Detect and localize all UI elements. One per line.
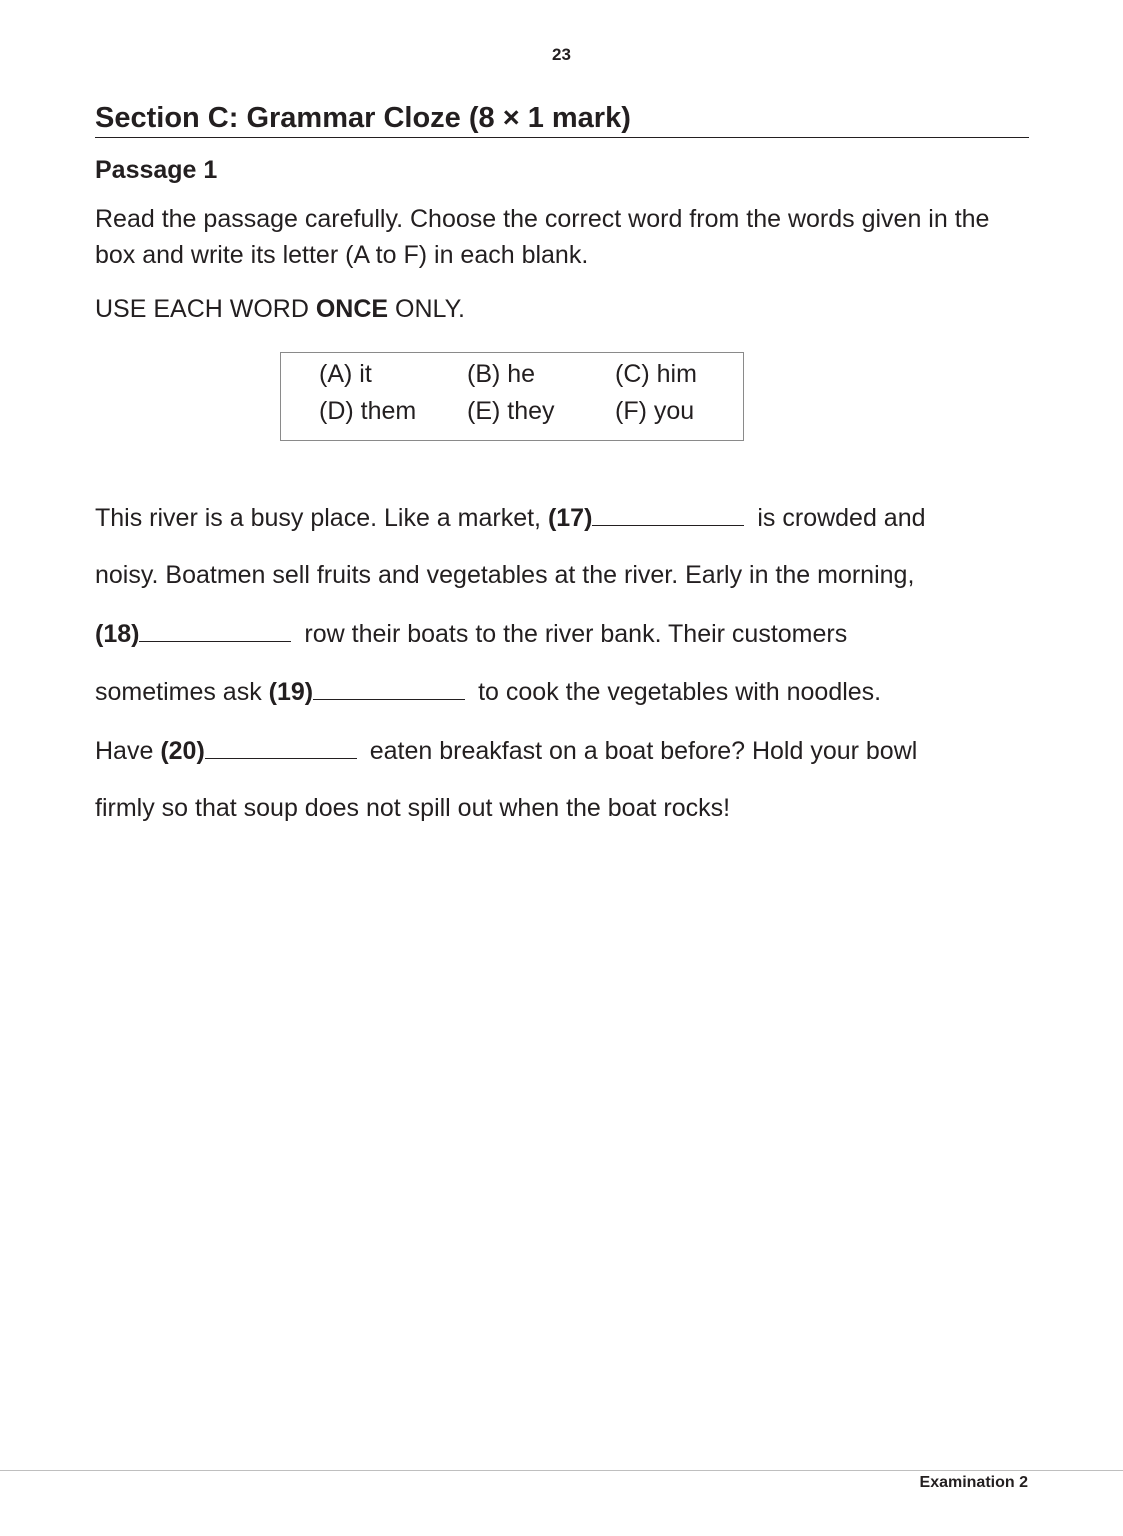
instructions: Read the passage carefully. Choose the correct word from the words given in the box and write its letter (A to F) in each blank.: [95, 205, 990, 269]
word-option-b: (B) he: [467, 360, 536, 388]
question-number-19: (19): [268, 678, 314, 706]
word-option-d: (D) them: [319, 397, 417, 425]
passage-line-4: [95, 677, 881, 707]
word-option-f: (F) you: [615, 397, 695, 425]
answer-blank-18[interactable]: [139, 619, 291, 642]
passage-text: Have: [95, 737, 161, 765]
page-number: 23: [552, 45, 571, 64]
word-option-e: (E) they: [467, 397, 555, 425]
section-title: Section C: Grammar Cloze (8 × 1 mark): [95, 100, 1029, 138]
answer-blank-20[interactable]: [205, 736, 357, 759]
rule-text: [95, 295, 465, 324]
rule-pre: USE EACH WORD: [95, 295, 316, 323]
question-number-20: (20): [160, 737, 205, 765]
word-option-a: (A) it: [319, 360, 372, 388]
passage-title: Passage 1: [95, 156, 218, 184]
word-box: [280, 352, 744, 441]
question-number-17: (17): [547, 504, 593, 532]
answer-blank-17[interactable]: [592, 503, 744, 526]
passage-line-2: noisy. Boatmen sell fruits and vegetables at the river. Early in the morning,: [95, 561, 915, 589]
passage-text: to cook the vegetables with noodles.: [471, 678, 882, 706]
answer-blank-19[interactable]: [313, 677, 465, 700]
footer-divider: [0, 1470, 1123, 1471]
passage-text: eaten breakfast on a boat before? Hold your bowl: [362, 737, 918, 765]
rule-emphasis: ONCE: [315, 295, 389, 323]
passage-text: This river is a busy place. Like a market,: [95, 504, 548, 532]
passage-text: sometimes ask: [95, 678, 269, 706]
question-number-18: (18): [95, 620, 140, 648]
word-option-c: (C) him: [615, 360, 697, 388]
passage-line-1: [95, 503, 926, 533]
passage-text: is crowded and: [750, 504, 926, 532]
passage-line-5: [95, 736, 917, 766]
footer-label: Examination 2: [919, 1474, 1028, 1491]
rule-post: ONLY.: [388, 295, 465, 323]
passage-line-6: firmly so that soup does not spill out when the boat rocks!: [95, 794, 731, 822]
passage-line-3: [95, 619, 847, 649]
passage-text: row their boats to the river bank. Their customers: [297, 620, 848, 648]
